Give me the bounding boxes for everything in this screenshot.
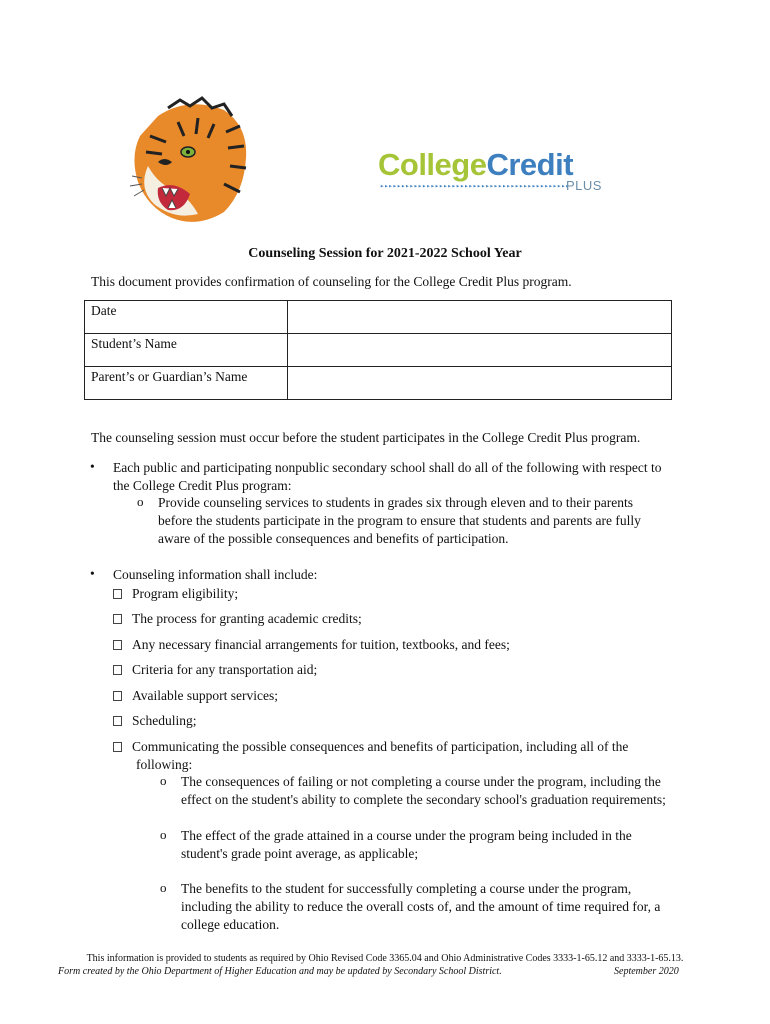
- logo-college-text: College: [378, 147, 487, 182]
- bullet-icon: •: [90, 459, 95, 474]
- list-item: [113, 712, 197, 730]
- checkbox-square-icon: [113, 640, 122, 650]
- bullet1-text: [113, 459, 661, 495]
- table-row: [85, 334, 672, 367]
- list-item-text: Any necessary financial arrangements for tuition, textbooks, and fees;: [132, 637, 510, 652]
- checkbox-square-icon: [113, 614, 122, 624]
- subitem-line: aware of the possible consequences and benefits of participation.: [158, 531, 509, 546]
- circle-bullet-icon: o: [160, 773, 167, 788]
- logo-credit-text: Credit: [486, 147, 574, 182]
- checkbox-square-icon: [113, 589, 122, 599]
- bullet1-subitem: [158, 494, 641, 548]
- list-item: [113, 687, 278, 705]
- subitem-line: including the ability to reduce the overall costs of, and the amount of time required for, a: [181, 899, 661, 914]
- bullet2-heading: Counseling information shall include:: [113, 567, 318, 582]
- list-item: [113, 661, 317, 679]
- checkbox-square-icon: [113, 742, 122, 752]
- table-row: [85, 367, 672, 400]
- list-item: [113, 738, 628, 756]
- student-name-label: Student’s Name: [85, 334, 288, 367]
- date-label: Date: [85, 301, 288, 334]
- logo-plus-text: PLUS: [566, 178, 602, 193]
- circle-bullet-icon: o: [160, 880, 167, 895]
- list-item-text: Program eligibility;: [132, 586, 239, 601]
- list-item-text: The process for granting academic credits;: [132, 611, 362, 626]
- counseling-info-table: [84, 300, 672, 400]
- subitem-line: before the students participate in the program to ensure that students and parents are fully: [158, 513, 641, 528]
- checkbox-square-icon: [113, 691, 122, 701]
- list-item: [113, 585, 238, 603]
- document-title: Counseling Session for 2021-2022 School Year: [248, 246, 522, 261]
- subitem-line: The benefits to the student for successfully completing a course under the program,: [181, 881, 632, 896]
- subitem-line: college education.: [181, 917, 280, 932]
- circle-bullet-icon: o: [160, 827, 167, 842]
- list-item: [113, 636, 510, 654]
- circle-bullet-icon: o: [137, 494, 144, 509]
- table-row: [85, 301, 672, 334]
- student-name-field[interactable]: [288, 334, 672, 367]
- college-credit-plus-logo: [378, 148, 608, 198]
- guardian-name-field[interactable]: [288, 367, 672, 400]
- subitem-line: The effect of the grade attained in a course under the program being included in the: [181, 828, 632, 843]
- list-item-text: Criteria for any transportation aid;: [132, 662, 318, 677]
- subitem: [181, 827, 632, 863]
- subitem: [181, 773, 666, 809]
- bullet1-line: the College Credit Plus program:: [113, 478, 292, 493]
- checkbox-square-icon: [113, 665, 122, 675]
- list-item: [113, 610, 362, 628]
- subitem-line: The consequences of failing or not completing a course under the program, including the: [181, 774, 661, 789]
- logo-arrow-strip: ▸▸▸▸▸▸▸▸▸▸▸▸▸▸▸▸▸▸▸▸▸▸▸▸▸▸▸▸▸▸▸▸▸▸▸▸▸▸▸▸▸▸▸▸▸: [380, 182, 570, 190]
- tiger-mascot-logo: [128, 96, 252, 226]
- bullet-icon: •: [90, 566, 95, 581]
- intro-text: This document provides confirmation of counseling for the College Credit Plus program.: [91, 274, 572, 289]
- list-item-text: Available support services;: [132, 688, 278, 703]
- subitem-line: student's grade point average, as applicable;: [181, 846, 419, 861]
- footer-credit-text: Form created by the Ohio Department of Higher Education and may be updated by Secondary School District.: [58, 966, 502, 977]
- list-item-text: Communicating the possible consequences and benefits of participation, including all of the: [132, 739, 629, 754]
- subitem: [181, 880, 660, 934]
- subitem-line: effect on the student's ability to complete the secondary school's graduation requirements;: [181, 792, 666, 807]
- guardian-name-label: Parent’s or Guardian’s Name: [85, 367, 288, 400]
- checkbox-square-icon: [113, 716, 122, 726]
- footer-legal-text: This information is provided to students as required by Ohio Revised Code 3365.04 and Ohio Administrative Codes 3333-1-65.12 and 3333-1-65.13.: [86, 953, 684, 964]
- list-item-continuation: following:: [136, 757, 193, 772]
- date-field[interactable]: [288, 301, 672, 334]
- footer-date: September 2020: [614, 966, 679, 977]
- subitem-line: Provide counseling services to students in grades six through eleven and to their parents: [158, 495, 634, 510]
- list-item-text: Scheduling;: [132, 713, 197, 728]
- bullet1-line: Each public and participating nonpublic secondary school shall do all of the following with respect to: [113, 460, 662, 475]
- session-note: The counseling session must occur before the student participates in the College Credit Plus program.: [91, 430, 641, 445]
